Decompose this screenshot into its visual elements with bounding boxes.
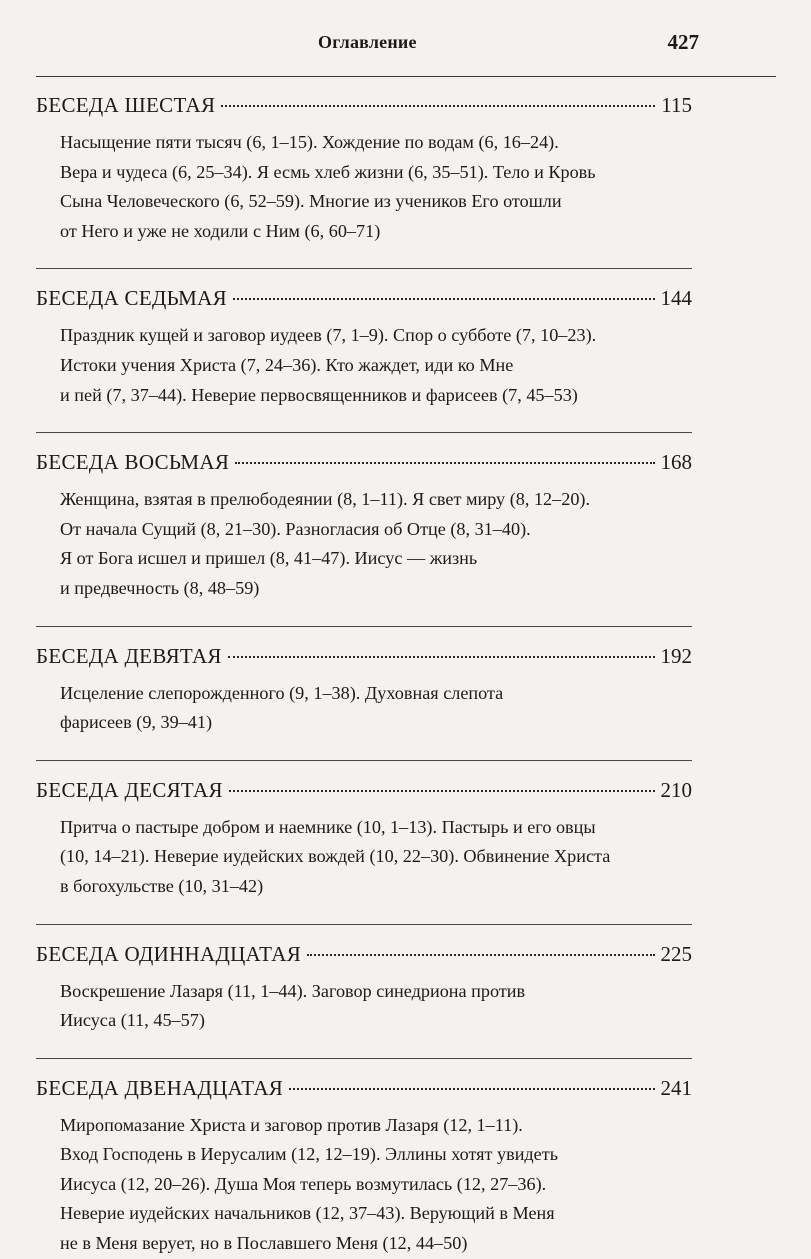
toc-description-line: Воскрешение Лазаря (11, 1–44). Заговор синедриона против (60, 980, 526, 1001)
toc-description-line: Женщина, взятая в прелюбодеянии (8, 1–11). Я свет миру (8, 12–20). (60, 489, 591, 510)
toc-description-line: Иисуса (12, 20–26). Душа Моя теперь возмутилась (12, 27–36). (60, 1173, 547, 1194)
toc-page-number: 168 (660, 450, 692, 475)
toc-section (36, 1069, 692, 1259)
toc-heading-title: БЕСЕДА ШЕСТАЯ (36, 93, 216, 117)
toc-section (36, 935, 692, 1059)
toc-description-line: от Него и уже не ходили с Ним (6, 60–71) (60, 220, 381, 241)
toc-description-line: Неверие иудейских начальников (12, 37–43). Верующий в Меня (60, 1203, 555, 1224)
toc-description (60, 128, 650, 246)
toc-description (60, 813, 650, 902)
toc-description-line: Притча о пастыре добром и наемнике (10, 1–13). Пастырь и его овцы (60, 816, 596, 837)
toc-heading (36, 935, 692, 969)
toc-description-line: в богохульстве (10, 31–42) (60, 875, 264, 896)
toc-heading-title: БЕСЕДА СЕДЬМАЯ (36, 286, 227, 311)
dot-leader (221, 105, 655, 107)
toc-page-number: 225 (660, 941, 692, 966)
page-header (0, 28, 811, 58)
toc-heading (36, 279, 692, 313)
toc-heading (36, 443, 692, 477)
toc-description-line: Вход Господень в Иерусалим (12, 12–19). Эллины хотят увидеть (60, 1144, 558, 1165)
toc-description (60, 679, 650, 738)
toc-section (36, 637, 692, 761)
toc-page-number: 241 (660, 1075, 692, 1100)
toc-page-number: 192 (660, 643, 692, 668)
toc-heading (36, 1069, 692, 1103)
toc-description-line: Истоки учения Христа (7, 24–36). Кто жаждет, иди ко Мне (60, 354, 514, 375)
toc-description-line: не в Меня верует, но в Пославшего Меня (12, 44–50) (60, 1233, 468, 1254)
toc-section (36, 771, 692, 925)
toc-description-line: Праздник кущей и заговор иудеев (7, 1–9). Спор о субботе (7, 10–23). (60, 325, 597, 346)
toc-description-line: фарисеев (9, 39–41) (60, 712, 213, 733)
toc-heading-title: БЕСЕДА ДВЕНАДЦАТАЯ (36, 1075, 284, 1100)
toc-description-line: и пей (7, 37–44). Неверие первосвященников и фарисеев (7, 45–53) (60, 384, 578, 405)
dot-leader (233, 298, 655, 300)
toc-description-line: Сына Человеческого (6, 52–59). Многие из учеников Его отошли (60, 191, 562, 212)
dot-leader (289, 1088, 654, 1090)
toc-page-number: 115 (661, 93, 692, 117)
dot-leader (228, 656, 655, 658)
dot-leader (307, 954, 654, 956)
toc-description (60, 321, 650, 410)
toc-description-line: (10, 14–21). Неверие иудейских вождей (10, 22–30). Обвинение Христа (60, 846, 611, 867)
section-divider (36, 432, 692, 433)
toc-heading (36, 771, 692, 805)
toc-description-line: Я от Бога исшел и пришел (8, 41–47). Иисус — жизнь (60, 548, 478, 569)
toc-heading-title: БЕСЕДА ДЕСЯТАЯ (36, 777, 223, 802)
toc-heading-title: БЕСЕДА ВОСЬМАЯ (36, 450, 230, 475)
toc-heading (36, 86, 692, 120)
toc-description-line: Миропомазание Христа и заговор против Лазаря (12, 1–11). (60, 1114, 523, 1135)
toc-heading-title: БЕСЕДА ДЕВЯТАЯ (36, 643, 222, 668)
page-number: 427 (667, 30, 699, 54)
dot-leader (229, 790, 655, 792)
dot-leader (235, 462, 654, 464)
toc-page-number: 210 (660, 777, 692, 802)
toc-section (36, 443, 692, 626)
toc-description-line: и предвечность (8, 48–59) (60, 577, 260, 598)
table-of-contents (36, 86, 692, 1259)
toc-heading (36, 637, 692, 671)
section-divider (36, 760, 692, 761)
toc-heading-title: БЕСЕДА ОДИННАДЦАТАЯ (36, 941, 302, 966)
toc-description (60, 485, 650, 603)
section-divider (36, 268, 692, 269)
toc-section (36, 86, 692, 269)
toc-description-line: Иисуса (11, 45–57) (60, 1010, 205, 1031)
toc-description-line: Вера и чудеса (6, 25–34). Я есмь хлеб жизни (6, 35–51). Тело и Кровь (60, 161, 596, 182)
toc-description-line: Исцеление слепорожденного (9, 1–38). Духовная слепота (60, 682, 504, 703)
running-head-title: Оглавление (318, 32, 417, 52)
section-divider (36, 626, 692, 627)
toc-description-line: От начала Сущий (8, 21–30). Разногласия об Отце (8, 31–40). (60, 518, 531, 539)
header-divider (36, 76, 776, 77)
toc-description-line: Насыщение пяти тысяч (6, 1–15). Хождение по водам (6, 16–24). (60, 132, 559, 152)
toc-page-number: 144 (660, 286, 692, 311)
section-divider (36, 924, 692, 925)
toc-section (36, 279, 692, 433)
toc-description (60, 977, 650, 1036)
section-divider (36, 1058, 692, 1059)
toc-description (60, 1111, 650, 1259)
